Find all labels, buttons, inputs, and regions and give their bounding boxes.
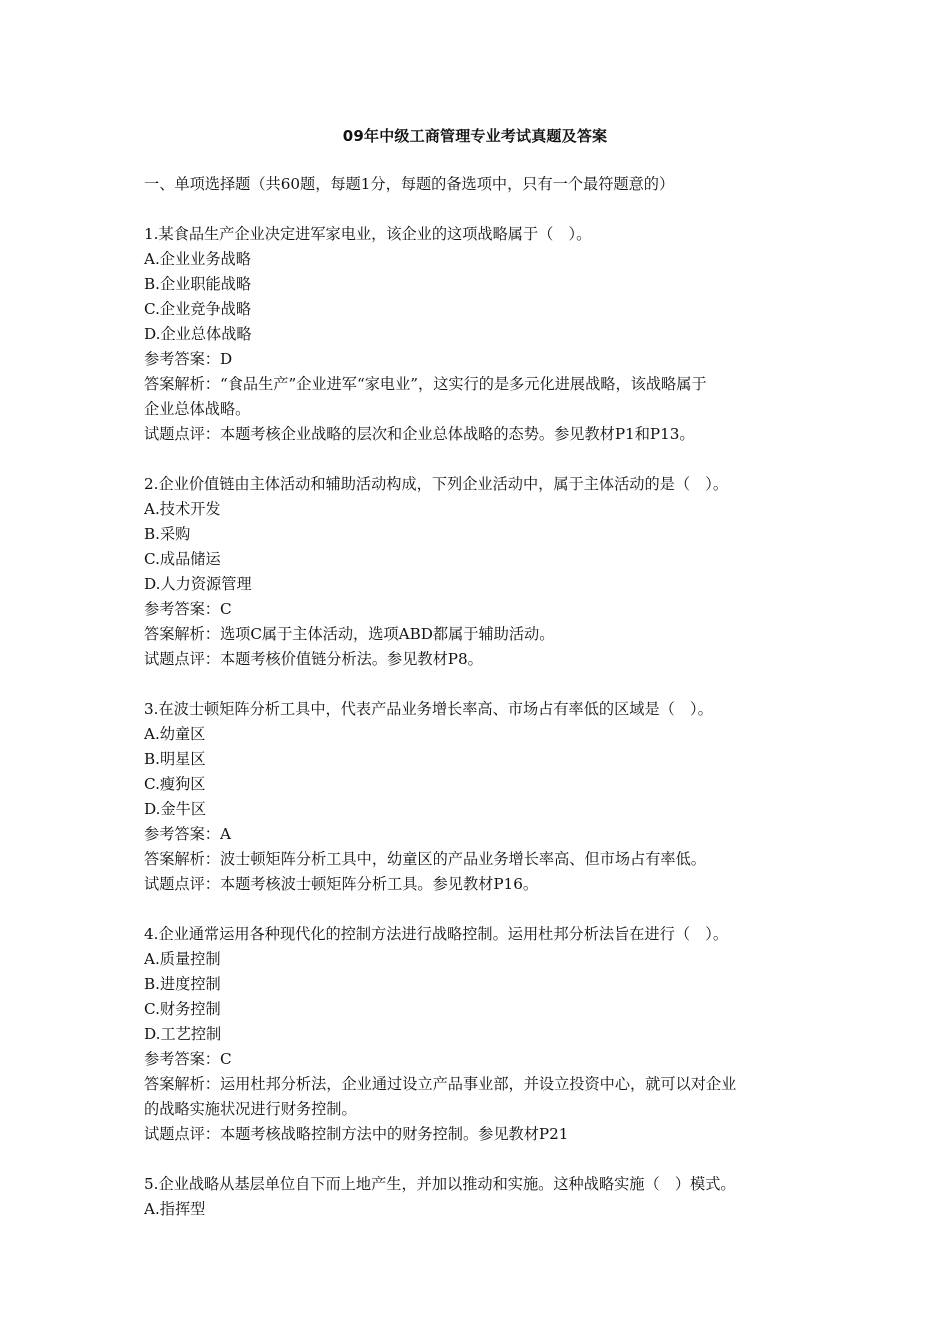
reference-answer: 参考答案：A bbox=[144, 825, 231, 843]
document-body bbox=[144, 172, 804, 1247]
answer-analysis: 答案解析：“食品生产”企业进军“家电业”，这实行的是多元化进展战略，该战略属于 bbox=[144, 375, 707, 393]
option-d: D.企业总体战略 bbox=[144, 325, 252, 343]
question-stem: 4.企业通常运用各种现代化的控制方法进行战略控制。运用杜邦分析法旨在进行（ ）。 bbox=[144, 925, 729, 943]
question-comment: 试题点评：本题考核波士顿矩阵分析工具。参见教材P16。 bbox=[144, 875, 539, 893]
reference-answer: 参考答案：D bbox=[144, 350, 233, 368]
option-d: D.金牛区 bbox=[144, 800, 207, 818]
option-b: B.企业职能战略 bbox=[144, 275, 252, 293]
reference-answer: 参考答案：C bbox=[144, 600, 232, 618]
question-comment: 试题点评：本题考核企业战略的层次和企业总体战略的态势。参见教材P1和P13。 bbox=[144, 425, 695, 443]
answer-analysis: 答案解析：波士顿矩阵分析工具中，幼童区的产品业务增长率高、但市场占有率低。 bbox=[144, 850, 706, 868]
option-a: A.指挥型 bbox=[144, 1200, 206, 1218]
option-a: A.质量控制 bbox=[144, 950, 221, 968]
answer-analysis-continued: 的战略实施状况进行财务控制。 bbox=[144, 1100, 357, 1118]
question-2 bbox=[144, 472, 804, 672]
option-c: C.财务控制 bbox=[144, 1000, 221, 1018]
answer-analysis: 答案解析：选项C属于主体活动，选项ABD都属于辅助活动。 bbox=[144, 625, 555, 643]
answer-analysis-continued: 企业总体战略。 bbox=[144, 400, 251, 418]
option-a: A.企业业务战略 bbox=[144, 250, 251, 268]
option-b: B.采购 bbox=[144, 525, 191, 543]
question-comment: 试题点评：本题考核战略控制方法中的财务控制。参见教材P21 bbox=[144, 1125, 569, 1143]
question-1 bbox=[144, 222, 804, 447]
question-comment: 试题点评：本题考核价值链分析法。参见教材P8。 bbox=[144, 650, 483, 668]
option-a: A.技术开发 bbox=[144, 500, 221, 518]
option-d: D.人力资源管理 bbox=[144, 575, 252, 593]
question-stem: 5.企业战略从基层单位自下而上地产生，并加以推动和实施。这种战略实施（ ）模式。 bbox=[144, 1175, 736, 1193]
reference-answer: 参考答案：C bbox=[144, 1050, 232, 1068]
question-stem: 1.某食品生产企业决定进军家电业，该企业的这项战略属于（ ）。 bbox=[144, 225, 592, 243]
question-5 bbox=[144, 1172, 804, 1222]
option-c: C.瘦狗区 bbox=[144, 775, 206, 793]
option-c: C.企业竞争战略 bbox=[144, 300, 252, 318]
option-a: A.幼童区 bbox=[144, 725, 206, 743]
option-c: C.成品储运 bbox=[144, 550, 221, 568]
document-title: 09年中级工商管理专业考试真题及答案 bbox=[342, 127, 608, 145]
option-d: D.工艺控制 bbox=[144, 1025, 222, 1043]
section-heading: 一、单项选择题（共60题，每题1分，每题的备选项中，只有一个最符题意的） bbox=[144, 175, 675, 193]
answer-analysis: 答案解析：运用杜邦分析法，企业通过设立产品事业部，并设立投资中心，就可以对企业 bbox=[144, 1075, 737, 1093]
option-b: B.进度控制 bbox=[144, 975, 221, 993]
question-4 bbox=[144, 922, 804, 1147]
question-stem: 3.在波士顿矩阵分析工具中，代表产品业务增长率高、市场占有率低的区域是（ ）。 bbox=[144, 700, 713, 718]
question-3 bbox=[144, 697, 804, 897]
option-b: B.明星区 bbox=[144, 750, 206, 768]
question-stem: 2.企业价值链由主体活动和辅助活动构成，下列企业活动中，属于主体活动的是（ ）。 bbox=[144, 475, 729, 493]
